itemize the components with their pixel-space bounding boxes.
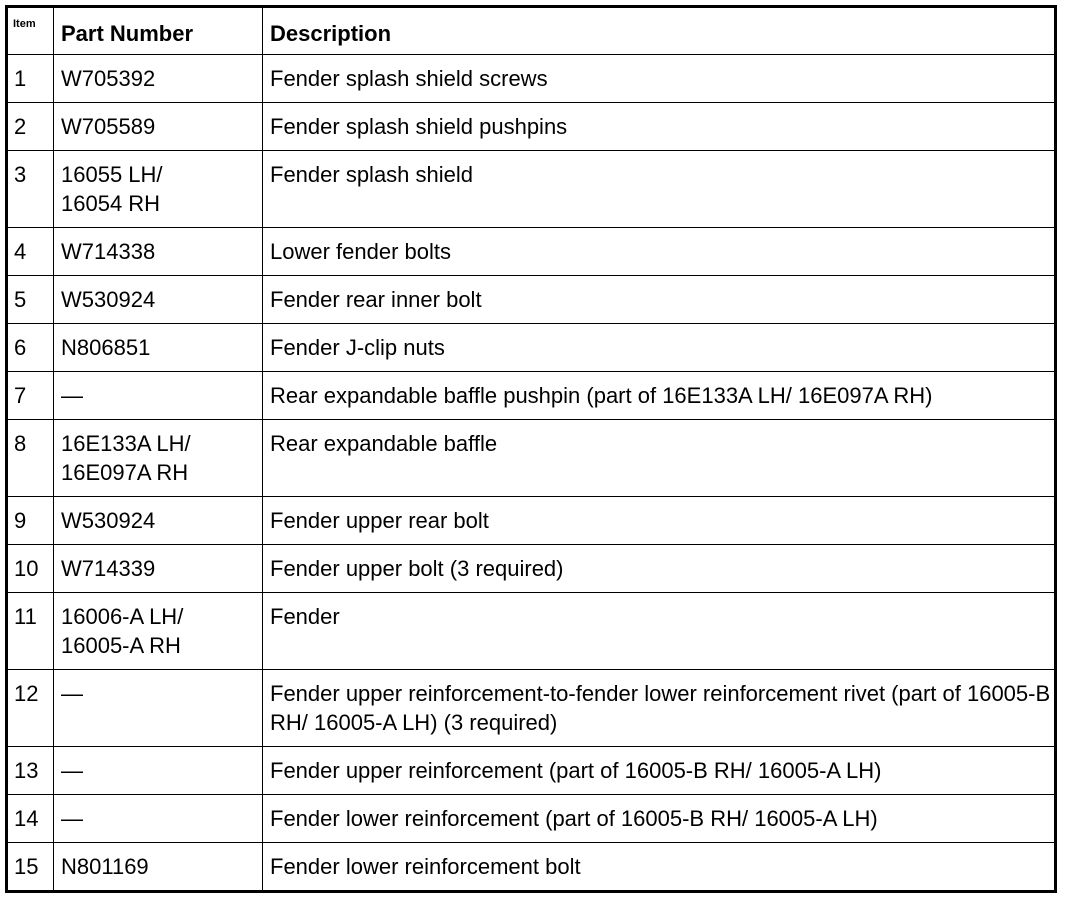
item-number-cell: 4 [7, 228, 54, 276]
part-number-cell [54, 593, 263, 670]
item-number-cell: 6 [7, 324, 54, 372]
item-number-cell: 7 [7, 372, 54, 420]
item-number-cell: 8 [7, 420, 54, 497]
table-row [7, 420, 1056, 497]
table-row [7, 747, 1056, 795]
table-header-row [7, 7, 1056, 55]
item-number-cell: 12 [7, 670, 54, 747]
part-number-cell [54, 545, 263, 593]
part-number-line: W705392 [61, 66, 156, 91]
description-cell: Rear expandable baffle [263, 420, 1056, 497]
part-number-cell [54, 228, 263, 276]
description-cell: Fender rear inner bolt [263, 276, 1056, 324]
part-number-line: — [61, 806, 83, 831]
part-number-cell [54, 747, 263, 795]
parts-table [5, 5, 1057, 893]
table-row [7, 324, 1056, 372]
part-number-line: — [61, 681, 83, 706]
part-number-line: — [61, 383, 83, 408]
part-number-line: 16054 RH [61, 191, 161, 216]
part-number-cell [54, 151, 263, 228]
table-row [7, 795, 1056, 843]
parts-table-body [7, 55, 1056, 892]
description-cell: Fender lower reinforcement (part of 16005-B RH/ 16005-A LH) [263, 795, 1056, 843]
table-row [7, 497, 1056, 545]
part-number-line: 16006-A LH/ [61, 604, 184, 629]
item-number-cell: 15 [7, 843, 54, 892]
description-cell: Fender [263, 593, 1056, 670]
part-number-line: W530924 [61, 287, 156, 312]
item-number-cell: 14 [7, 795, 54, 843]
part-number-line: 16E097A RH [61, 460, 189, 485]
table-row [7, 545, 1056, 593]
description-cell: Fender splash shield [263, 151, 1056, 228]
part-number-line: 16055 LH/ [61, 162, 163, 187]
table-row [7, 670, 1056, 747]
part-number-cell [54, 55, 263, 103]
part-number-line: W714339 [61, 556, 156, 581]
table-row [7, 372, 1056, 420]
description-cell: Rear expandable baffle pushpin (part of 16E133A LH/ 16E097A RH) [263, 372, 1056, 420]
table-row [7, 593, 1056, 670]
description-cell: Fender lower reinforcement bolt [263, 843, 1056, 892]
item-number-cell: 5 [7, 276, 54, 324]
item-number-cell: 1 [7, 55, 54, 103]
part-number-line: N806851 [61, 335, 151, 360]
part-number-cell [54, 276, 263, 324]
part-number-cell [54, 795, 263, 843]
part-number-line: W530924 [61, 508, 156, 533]
description-cell: Fender upper bolt (3 required) [263, 545, 1056, 593]
part-number-cell [54, 103, 263, 151]
description-cell: Fender upper reinforcement (part of 16005-B RH/ 16005-A LH) [263, 747, 1056, 795]
description-cell: Fender upper rear bolt [263, 497, 1056, 545]
part-number-cell [54, 670, 263, 747]
part-number-line: — [61, 758, 83, 783]
description-cell: Fender splash shield screws [263, 55, 1056, 103]
part-number-cell [54, 324, 263, 372]
table-row [7, 228, 1056, 276]
part-number-cell [54, 372, 263, 420]
part-number-line: 16E133A LH/ [61, 431, 191, 456]
description-column-header: Description [263, 7, 1056, 55]
item-number-cell: 2 [7, 103, 54, 151]
description-cell: Fender J-clip nuts [263, 324, 1056, 372]
table-row [7, 276, 1056, 324]
item-number-cell: 3 [7, 151, 54, 228]
table-row [7, 55, 1056, 103]
item-number-cell: 11 [7, 593, 54, 670]
description-cell: Lower fender bolts [263, 228, 1056, 276]
item-column-header: Item [7, 7, 54, 55]
part-number-line: W705589 [61, 114, 156, 139]
part-number-line: W714338 [61, 239, 156, 264]
table-row [7, 103, 1056, 151]
part-number-line: 16005-A RH [61, 633, 181, 658]
item-number-cell: 9 [7, 497, 54, 545]
part-number-column-header: Part Number [54, 7, 263, 55]
table-row [7, 843, 1056, 892]
description-cell: Fender upper reinforcement-to-fender lower reinforcement rivet (part of 16005-B RH/ 16005-A LH) (3 required) [263, 670, 1056, 747]
item-number-cell: 13 [7, 747, 54, 795]
table-row [7, 151, 1056, 228]
part-number-line: N801169 [61, 854, 149, 879]
item-number-cell: 10 [7, 545, 54, 593]
part-number-cell [54, 420, 263, 497]
part-number-cell [54, 497, 263, 545]
description-cell: Fender splash shield pushpins [263, 103, 1056, 151]
part-number-cell [54, 843, 263, 892]
